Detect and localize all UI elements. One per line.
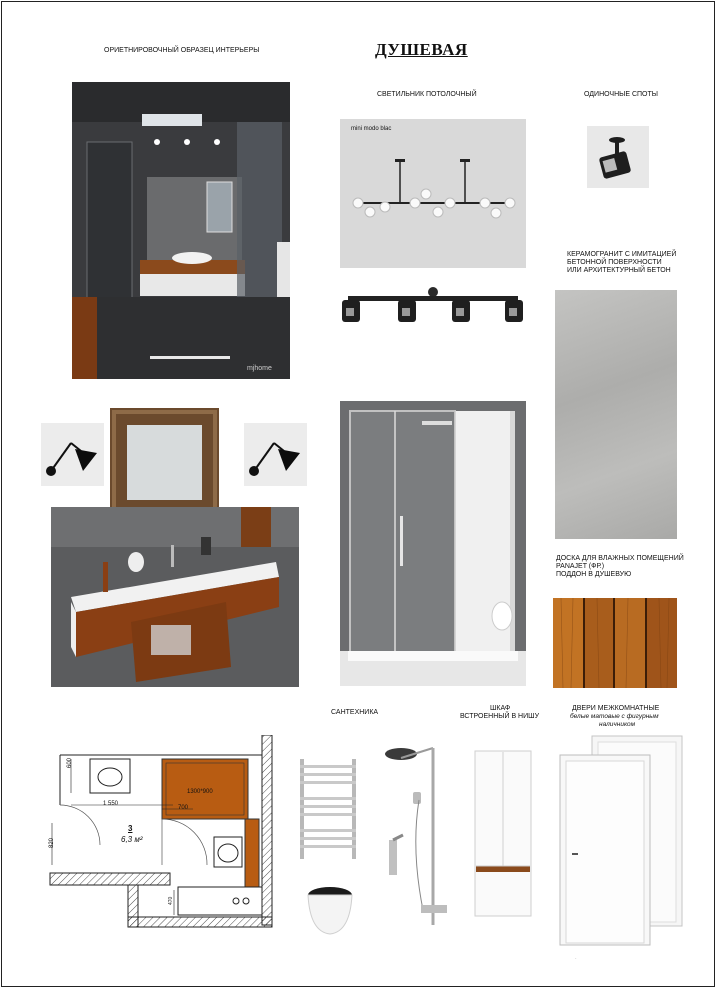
room-area: 6,3 м²	[121, 835, 143, 844]
ceiling-light-photo	[340, 119, 526, 268]
dim-700: 700	[178, 805, 189, 811]
board-label-1: ДОСКА ДЛЯ ВЛАЖНЫХ ПОМЕЩЕНИЙ	[556, 555, 684, 562]
vanity-photo	[51, 507, 299, 687]
shower-enclosure-photo	[340, 401, 526, 686]
doors-label-1: ДВЕРИ МЕЖКОМНАТНЫЕ	[572, 705, 660, 712]
concrete-tile-sample	[555, 290, 677, 539]
single-spot-photo	[587, 126, 649, 188]
porcelain-label-2: БЕТОННОЙ ПОВЕРХНОСТИ	[567, 259, 662, 266]
wall-sconce-right	[244, 423, 307, 486]
door-handle-dot: ·	[575, 956, 577, 962]
porcelain-label-1: КЕРАМОГРАНИТ С ИМИТАЦИЕЙ	[567, 251, 677, 258]
page-title: ДУШЕВАЯ	[375, 40, 468, 59]
interior-doors	[558, 733, 686, 948]
ceiling-light-model: mini modo blac	[351, 126, 392, 132]
room-number: 3	[128, 824, 133, 833]
framed-mirror	[110, 408, 219, 517]
board-label-2: PANAJET (ФР.)	[556, 563, 605, 570]
watermark: mjhome	[247, 365, 272, 372]
tray-size: 1300*900	[187, 789, 213, 795]
interior-photo	[72, 82, 290, 379]
towel-warmer	[296, 757, 361, 862]
doors-label-3: наличником	[599, 721, 636, 728]
dim-1550: 1 550	[103, 801, 119, 807]
porcelain-label-3: ИЛИ АРХИТЕКТУРНЫЙ БЕТОН	[567, 267, 671, 274]
shower-system	[383, 740, 453, 935]
dim-470: 470	[168, 896, 174, 905]
wall-sconce-left	[41, 423, 104, 486]
built-in-cabinet	[474, 750, 532, 917]
cabinet-label-1: ШКАФ	[490, 705, 511, 712]
single-spots-label: ОДИНОЧНЫЕ СПОТЫ	[584, 91, 658, 98]
doors-label-2: белые матовые с фигурным	[570, 713, 659, 720]
dim-600: 600	[67, 757, 73, 768]
wood-board-sample	[553, 598, 677, 688]
board-label-3: ПОДДОН В ДУШЕВУЮ	[556, 571, 632, 578]
ceiling-light-label: СВЕТИЛЬНИК ПОТОЛОЧНЫЙ	[377, 91, 477, 98]
plumbing-label: САНТЕХНИКА	[331, 709, 379, 716]
track-spots-photo	[340, 282, 526, 330]
sample-label: ОРИЕТНИРОВОЧНЫЙ ОБРАЗЕЦ ИНТЕРЬЕРЫ	[104, 47, 260, 54]
cabinet-label-2: ВСТРОЕННЫЙ В НИШУ	[460, 713, 540, 720]
dim-820: 820	[49, 837, 55, 848]
wall-hung-toilet	[300, 880, 360, 938]
